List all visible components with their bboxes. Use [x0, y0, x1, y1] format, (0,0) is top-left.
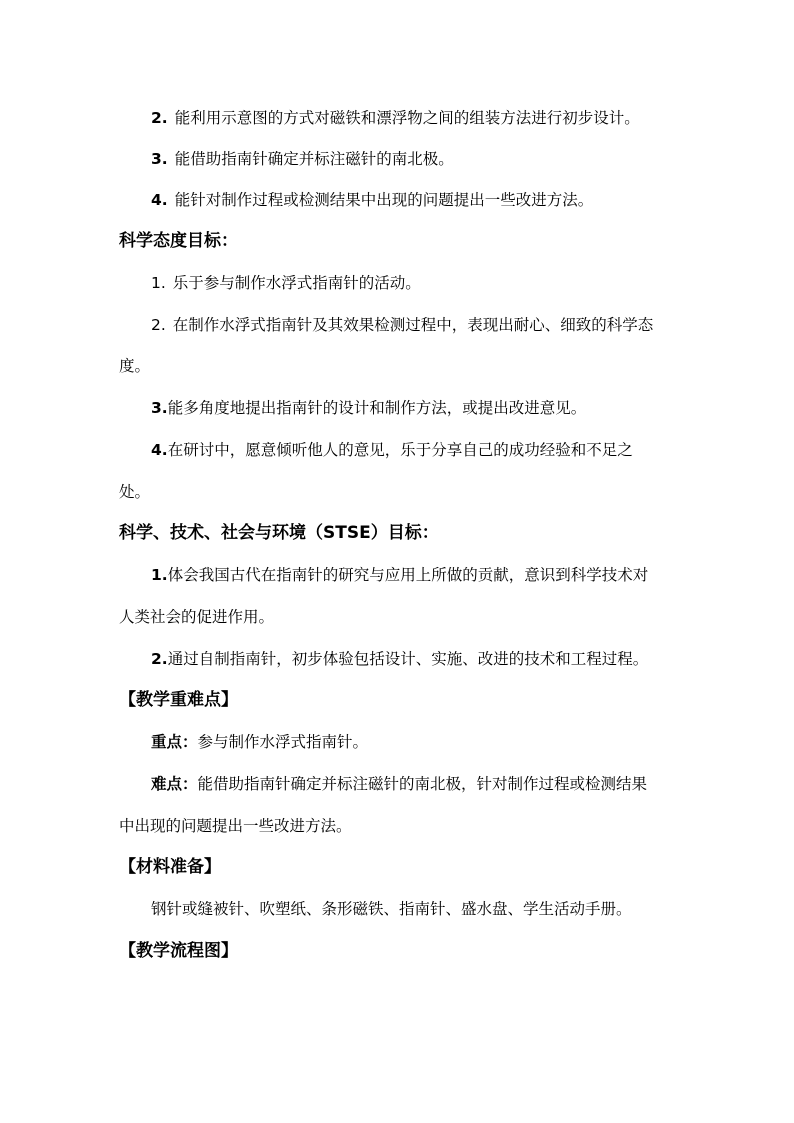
item-text: 能多角度地提出指南针的设计和制作方法，或提出改进意见。 — [167, 399, 587, 417]
stse-goals-heading: 科学、技术、社会与环境（STSE）目标： — [119, 523, 439, 543]
item-number: 1. — [151, 274, 166, 292]
item-text: 体会我国古代在指南针的研究与应用上所做的贡献，意识到科学技术对 — [167, 566, 649, 584]
item-text: 能借助指南针确定并标注磁针的南北极。 — [174, 150, 454, 168]
skill-goal-item-3 — [151, 148, 454, 170]
stse-goal-item-2 — [151, 648, 648, 670]
item-number: 4. — [151, 191, 168, 209]
difficulty-label: 难点： — [151, 775, 198, 793]
stse-goal-item-1-continued: 人类社会的促进作用。 — [119, 608, 275, 626]
item-number: 1. — [151, 566, 168, 584]
item-text: 乐于参与制作水浮式指南针的活动。 — [172, 274, 421, 292]
materials-text: 钢针或缝被针、吹塑纸、条形磁铁、指南针、盛水盘、学生活动手册。 — [151, 900, 632, 918]
attitude-goal-item-2-continued: 度。 — [119, 357, 151, 375]
item-number: 2. — [151, 316, 166, 334]
stse-goal-item-1 — [151, 564, 648, 586]
difficulty-point — [151, 773, 647, 795]
item-text: 在研讨中，愿意倾听他人的意见，乐于分享自己的成功经验和不足之 — [167, 441, 633, 459]
item-number: 2. — [151, 650, 168, 668]
skill-goal-item-4 — [151, 189, 593, 211]
item-text: 能针对制作过程或检测结果中出现的问题提出一些改进方法。 — [174, 191, 594, 209]
flowchart-heading: 【教学流程图】 — [119, 941, 238, 961]
item-number: 4. — [151, 441, 168, 459]
materials-heading: 【材料准备】 — [119, 857, 221, 877]
attitude-goal-item-4-continued: 处。 — [119, 483, 151, 501]
difficulty-text: 能借助指南针确定并标注磁针的南北极，针对制作过程或检测结果 — [197, 775, 648, 793]
key-point-text: 参与制作水浮式指南针。 — [197, 733, 369, 751]
item-number: 3. — [151, 399, 168, 417]
attitude-goal-item-2 — [151, 314, 653, 336]
attitude-goals-heading: 科学态度目标： — [119, 231, 238, 251]
key-point — [151, 731, 368, 753]
item-text: 在制作水浮式指南针及其效果检测过程中，表现出耐心、细致的科学态 — [172, 316, 654, 334]
item-number: 3. — [151, 150, 168, 168]
key-point-label: 重点： — [151, 733, 198, 751]
item-number: 2. — [151, 109, 168, 127]
attitude-goal-item-4 — [151, 439, 633, 461]
attitude-goal-item-3 — [151, 397, 586, 419]
item-text: 通过自制指南针，初步体验包括设计、实施、改进的技术和工程过程。 — [167, 650, 649, 668]
item-text: 能利用示意图的方式对磁铁和漂浮物之间的组装方法进行初步设计。 — [174, 109, 640, 127]
difficulty-point-continued: 中出现的问题提出一些改进方法。 — [119, 817, 352, 835]
attitude-goal-item-1 — [151, 272, 421, 294]
key-points-heading: 【教学重难点】 — [119, 690, 238, 710]
skill-goal-item-2 — [151, 107, 640, 129]
